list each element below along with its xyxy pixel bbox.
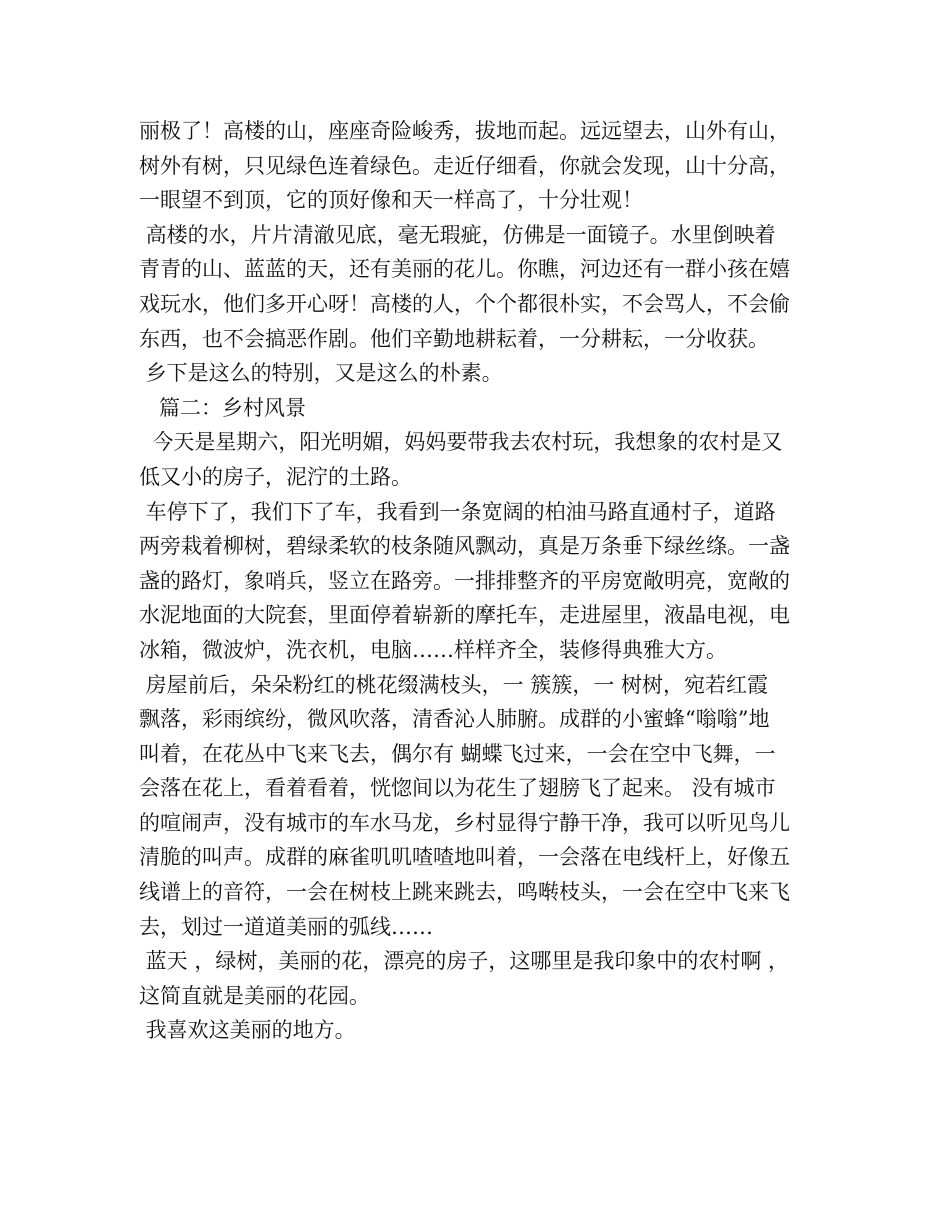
text-line: 的喧闹声，没有城市的车水马龙，乡村显得宁静干净，我可以听见鸟儿 [139, 810, 790, 835]
text-line: 今天是星期六，阳光明媚，妈妈要带我去农村玩，我想象的农村是又 [139, 430, 783, 455]
text-line: 房屋前后，朵朵粉红的桃花缀满枝头，一 簇簇，一 树树，宛若红霞 [139, 672, 769, 697]
text-line: 这简直就是美丽的花园。 [139, 983, 370, 1008]
text-line: 飘落，彩雨缤纷，微风吹落，清香沁人肺腑。成群的小蜜蜂“嗡嗡”地 [139, 707, 770, 732]
text-line: 去，划过一道道美丽的弧线…… [139, 914, 433, 939]
section-heading: 篇二：乡村风景 [139, 395, 307, 420]
essay-text [139, 114, 829, 1048]
text-line: 一眼望不到顶，它的顶好像和天一样高了，十分壮观！ [139, 188, 643, 213]
text-line: 蓝天 ，绿树，美丽的花，漂亮的房子，这哪里是我印象中的农村啊 ， [139, 949, 790, 974]
text-line: 我喜欢这美丽的地方。 [139, 1018, 356, 1043]
text-line: 车停下了，我们下了车，我看到一条宽阔的柏油马路直通村子，道路 [139, 499, 776, 524]
text-line: 低又小的房子，泥泞的土路。 [139, 464, 412, 489]
text-line: 东西，也不会搞恶作剧。他们辛勤地耕耘着，一分耕耘，一分收获。 [139, 326, 769, 351]
text-line: 会落在花上，看着看着，恍惚间以为花生了翅膀飞了起来。 没有城市 [139, 776, 776, 801]
text-line: 青青的山、蓝蓝的天，还有美丽的花儿。你瞧，河边还有一群小孩在嬉 [139, 257, 790, 282]
text-line: 两旁栽着柳树，碧绿柔软的枝条随风飘动，真是万条垂下绿丝绦。一盏 [139, 534, 790, 559]
text-line: 戏玩水，他们多开心呀！高楼的人，个个都很朴实，不会骂人，不会偷 [139, 291, 790, 316]
text-line: 水泥地面的大院套，里面停着崭新的摩托车，走进屋里，液晶电视，电 [139, 603, 790, 628]
text-line: 树外有树，只见绿色连着绿色。走近仔细看，你就会发现，山十分高， [139, 153, 790, 178]
text-line: 乡下是这么的特别，又是这么的朴素。 [139, 361, 503, 386]
text-line: 丽极了！高楼的山，座座奇险峻秀，拔地而起。远远望去，山外有山， [139, 119, 790, 143]
text-line: 冰箱，微波炉，洗衣机，电脑……样样齐全，装修得典雅大方。 [139, 637, 727, 662]
text-line: 叫着，在花丛中飞来飞去，偶尔有 蝴蝶飞过来，一会在空中飞舞，一 [139, 741, 776, 766]
text-line: 盏的路灯，象哨兵，竖立在路旁。一排排整齐的平房宽敞明亮，宽敞的 [139, 568, 790, 593]
text-line: 清脆的叫声。成群的麻雀叽叽喳喳地叫着，一会落在电线杆上，好像五 [139, 845, 790, 870]
text-line: 高楼的水，片片清澈见底，毫无瑕疵，仿佛是一面镜子。水里倒映着 [139, 222, 776, 247]
text-line: 线谱上的音符，一会在树枝上跳来跳去，鸣啭枝头，一会在空中飞来飞 [139, 880, 790, 905]
